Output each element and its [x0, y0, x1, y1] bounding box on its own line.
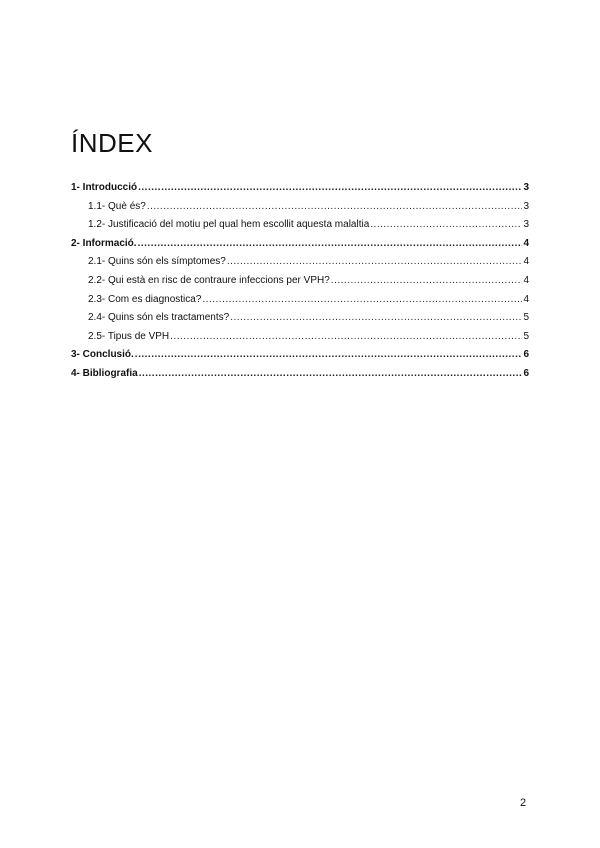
- toc-leader-dots: [139, 365, 523, 384]
- toc-entry-page: 4: [523, 274, 529, 286]
- toc-leader-dots: [135, 346, 523, 365]
- toc-leader-dots: [227, 253, 523, 272]
- toc-entry-label: 1.2- Justificació del motiu pel qual hem escollit aquesta malaltia: [88, 219, 370, 231]
- toc-entry-informacio[interactable]: [71, 235, 529, 254]
- toc-entry-label: 2.2- Qui està en risc de contraure infeccions per VPH?: [88, 274, 330, 286]
- toc-entry-risc[interactable]: [71, 272, 529, 291]
- toc-entry-label: 2.3- Com es diagnostica?: [88, 293, 202, 305]
- toc-leader-dots: [138, 179, 522, 198]
- toc-entry-page: 3: [523, 182, 529, 193]
- toc-entry-justificacio[interactable]: [71, 216, 529, 235]
- toc-entry-diagnostica[interactable]: [71, 291, 529, 310]
- toc-entry-tipus[interactable]: [71, 328, 529, 347]
- toc-entry-label: 2- Informació.: [71, 237, 137, 249]
- toc-entry-page: 3: [523, 200, 529, 212]
- toc-entry-page: 5: [523, 312, 529, 324]
- toc-leader-dots: [331, 272, 523, 291]
- toc-entry-page: 6: [523, 367, 529, 379]
- toc-entry-simptomes[interactable]: [71, 253, 529, 272]
- toc-entry-label: 2.1- Quins són els símptomes?: [88, 256, 226, 268]
- page-title: ÍNDEX: [71, 128, 153, 158]
- toc-leader-dots: [138, 235, 523, 254]
- toc-entry-page: 4: [523, 256, 529, 268]
- table-of-contents: [71, 179, 529, 384]
- toc-entry-page: 3: [523, 219, 529, 231]
- toc-leader-dots: [230, 309, 522, 328]
- toc-entry-label: 2.5- Tipus de VPH: [88, 330, 170, 342]
- toc-leader-dots: [202, 291, 522, 310]
- toc-entry-label: 2.4- Quins són els tractaments?: [88, 312, 230, 324]
- toc-leader-dots: [147, 198, 523, 217]
- toc-entry-page: 5: [523, 330, 529, 342]
- page-number: 2: [520, 797, 527, 809]
- toc-entry-tractaments[interactable]: [71, 309, 529, 328]
- toc-entry-page: 4: [523, 293, 529, 305]
- toc-entry-que-es[interactable]: [71, 198, 529, 217]
- toc-entry-bibliografia[interactable]: [71, 365, 529, 384]
- toc-entry-conclusio[interactable]: [71, 346, 529, 365]
- toc-entry-label: 1.1- Què és?: [88, 200, 146, 212]
- toc-entry-page: 4: [523, 237, 529, 249]
- toc-entry-introduccio[interactable]: [71, 179, 529, 198]
- toc-leader-dots: [170, 328, 522, 347]
- toc-entry-label: 3- Conclusió.: [71, 349, 134, 361]
- toc-entry-page: 6: [523, 349, 529, 361]
- toc-entry-label: 4- Bibliografia: [71, 367, 138, 379]
- toc-leader-dots: [370, 216, 522, 235]
- toc-entry-label: 1- Introducció: [71, 182, 138, 193]
